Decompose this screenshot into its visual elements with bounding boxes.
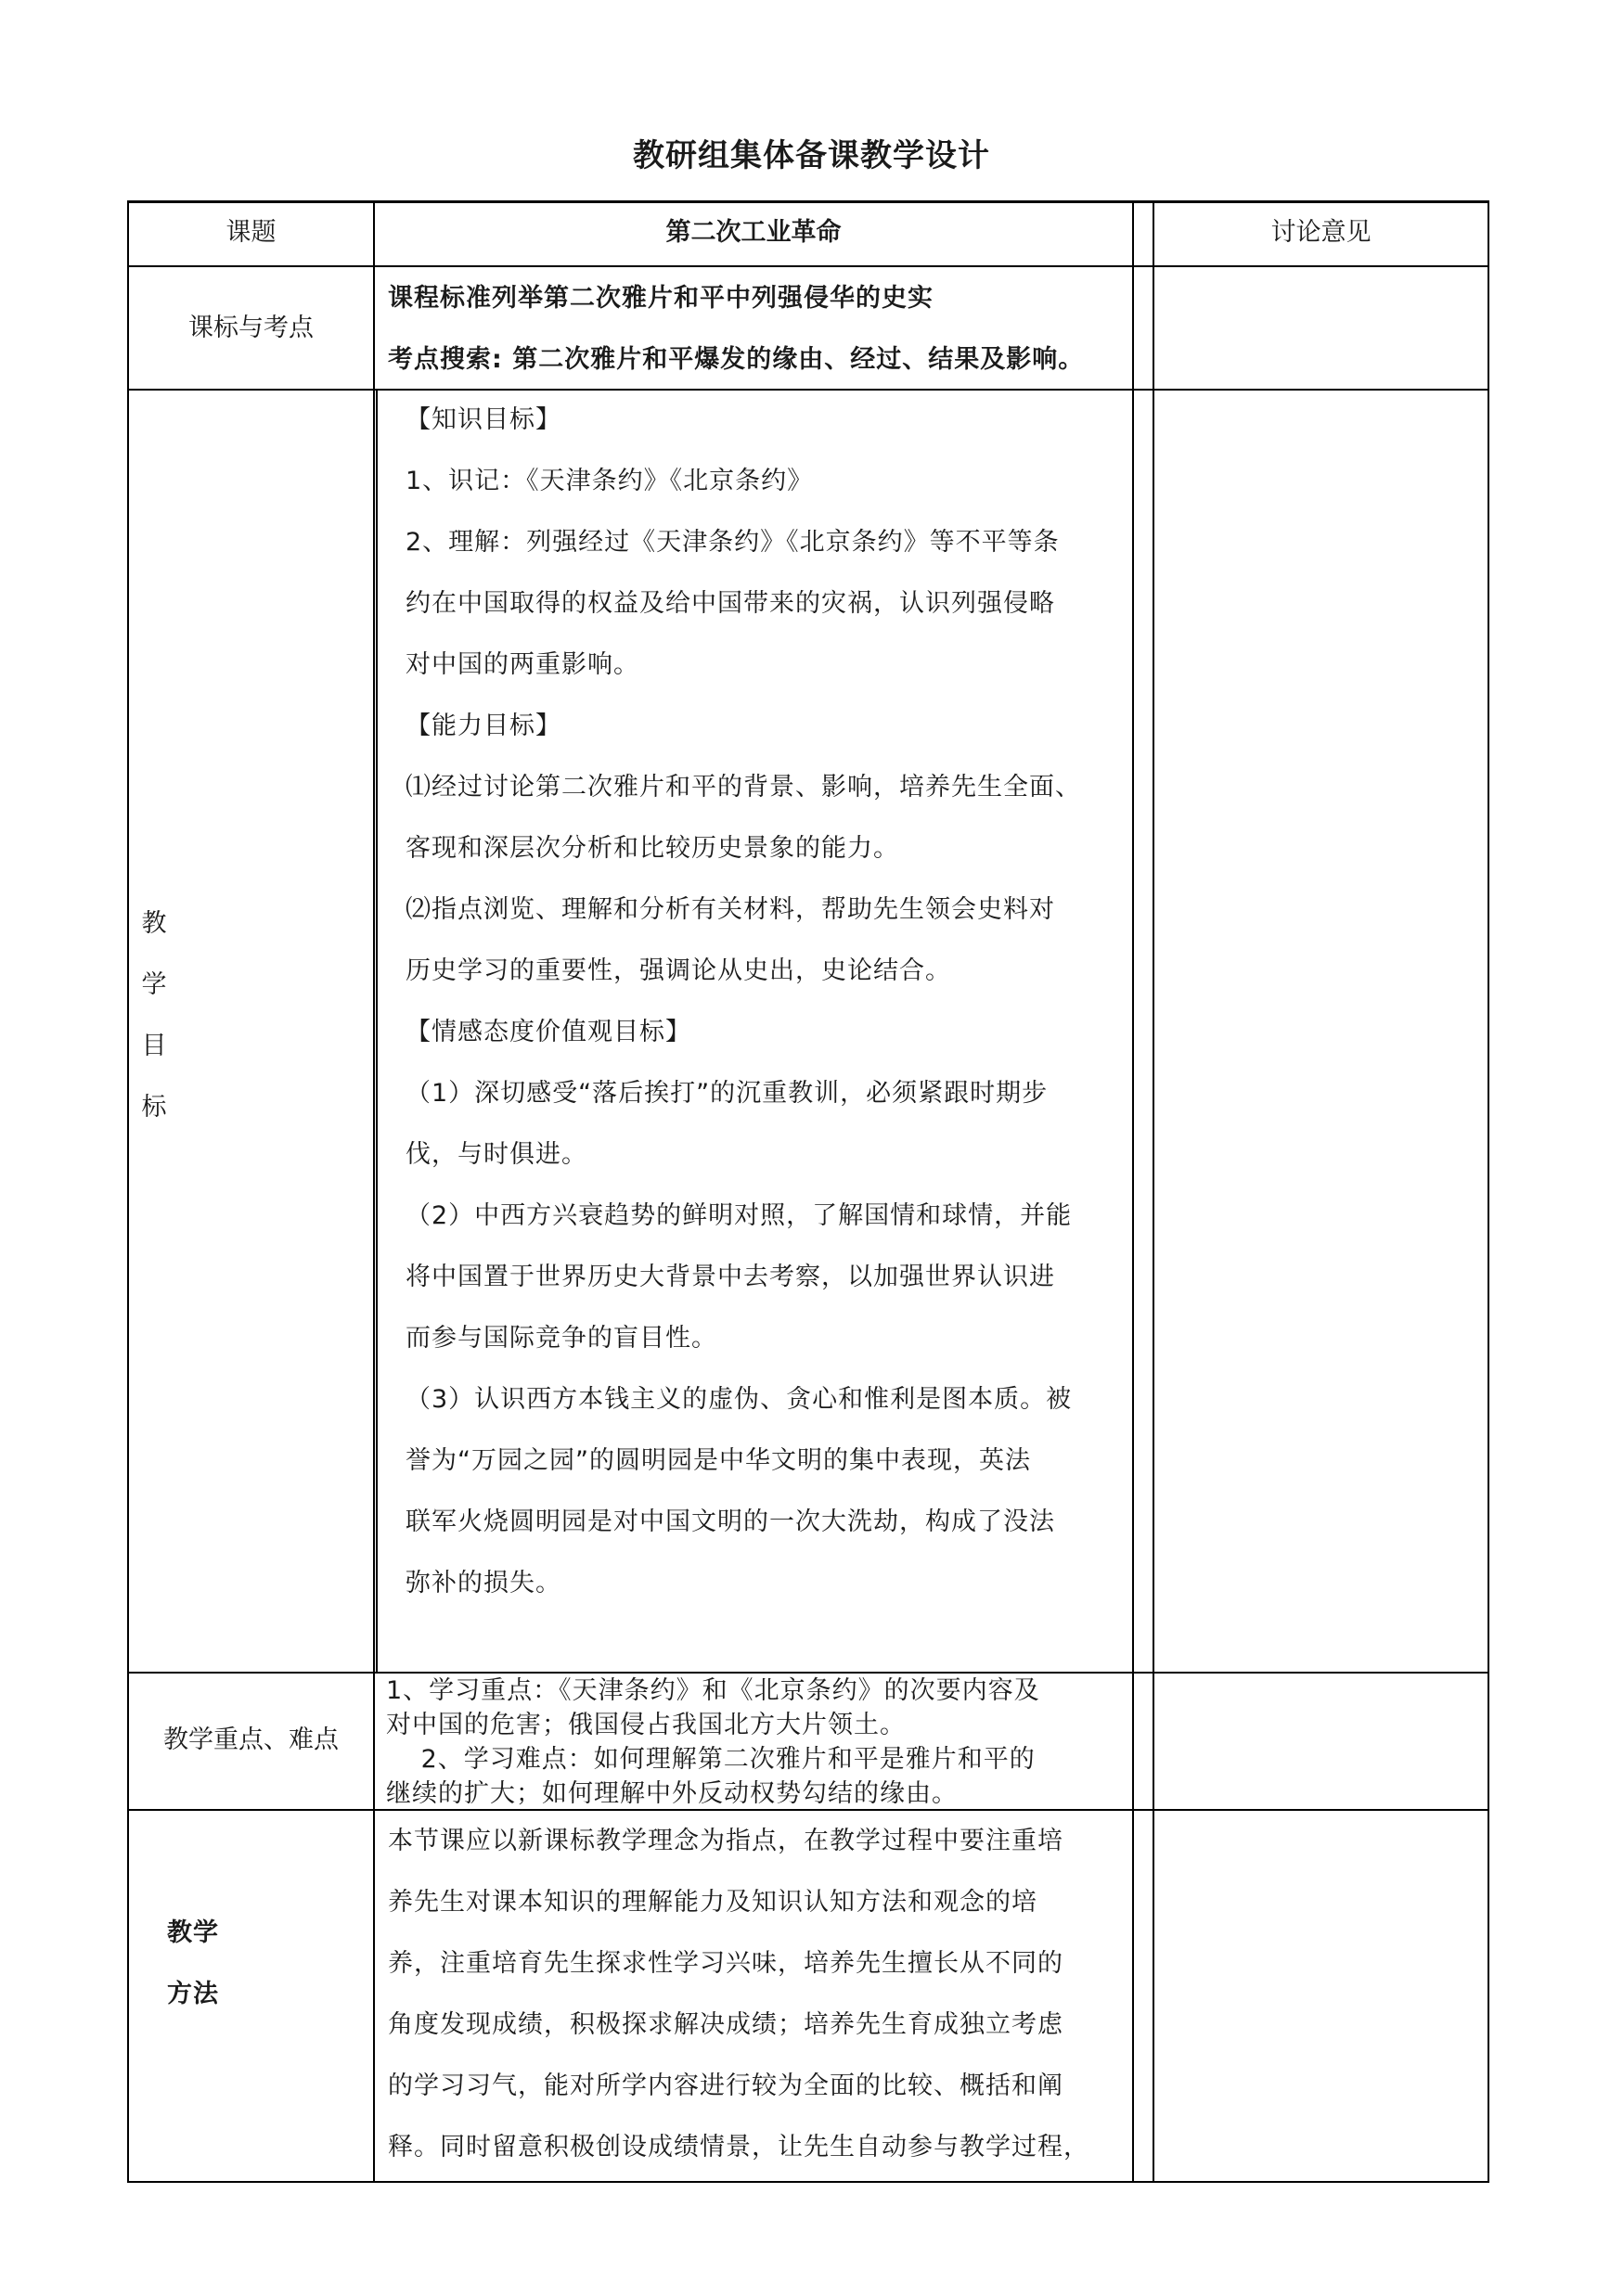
label-char: 学 bbox=[141, 970, 167, 999]
label-line: 方法 bbox=[167, 1980, 219, 2008]
text-line: 课程标准列举第二次雅片和平中列强侵华的史实 bbox=[388, 284, 934, 313]
text-line: 联军火烧圆明园是对中国文明的一次大洗劫，构成了没法 bbox=[406, 1507, 1055, 1536]
text-line: 角度发现成绩，积极探求解决成绩；培养先生育成独立考虑 bbox=[388, 2010, 1063, 2039]
table-border-bottom bbox=[127, 2181, 1489, 2183]
row-divider bbox=[127, 265, 1489, 267]
text-line: 伐，与时俱进。 bbox=[406, 1140, 587, 1169]
text-line: 【能力目标】 bbox=[406, 712, 561, 740]
text-line: 将中国置于世界历史大背景中去考察，以加强世界认识进 bbox=[406, 1263, 1055, 1291]
header-topic-value: 第二次工业革命 bbox=[665, 218, 842, 247]
text-line: 【知识目标】 bbox=[406, 405, 561, 434]
table-border-right bbox=[1488, 200, 1489, 2183]
table-border-left bbox=[127, 200, 129, 2183]
text-line: 养先生对课本知识的理解能力及知识认知方法和观念的培 bbox=[388, 1888, 1037, 1917]
text-line: 继续的扩大；如何理解中外反动权势勾结的缘由。 bbox=[386, 1779, 958, 1808]
goals-row-content bbox=[406, 390, 1129, 1614]
text-line: 1、识记：《天津条约》《北京条约》 bbox=[406, 467, 814, 495]
text-line: 2、学习难点：如何理解第二次雅片和平是雅片和平的 bbox=[386, 1745, 1036, 1774]
text-line: 对中国的危害；俄国侵占我国北方大片领土。 bbox=[386, 1711, 906, 1739]
label-char: 目 bbox=[141, 1032, 167, 1060]
label-char: 标 bbox=[141, 1093, 167, 1122]
keypoints-row-label: 教学重点、难点 bbox=[163, 1725, 339, 1754]
text-line: ⑴经过讨论第二次雅片和平的背景、影响，培养先生全面、 bbox=[406, 773, 1081, 802]
keypoints-row-content bbox=[386, 1674, 1130, 1811]
column-divider bbox=[1153, 200, 1154, 2183]
column-left-thick-edge bbox=[376, 389, 378, 1672]
text-line: 而参与国际竞争的盲目性。 bbox=[406, 1324, 717, 1353]
text-line: 养，注重培育先生探求性学习兴味，培养先生擅长从不同的 bbox=[388, 1949, 1063, 1978]
label-line: 教学 bbox=[167, 1918, 219, 1947]
method-row-content bbox=[388, 1811, 1130, 2178]
text-line: 【情感态度价值观目标】 bbox=[406, 1018, 691, 1046]
text-line: 历史学习的重要性，强调论从史出，史论结合。 bbox=[406, 956, 951, 985]
column-divider bbox=[1132, 200, 1134, 2183]
text-line: 约在中国取得的权益及给中国带来的灾祸，认识列强侵略 bbox=[406, 589, 1055, 618]
text-line: 誉为“万园之园”的圆明园是中华文明的集中表现，英法 bbox=[406, 1446, 1031, 1475]
text-line: 本节课应以新课标教学理念为指点，在教学过程中要注重培 bbox=[388, 1827, 1063, 1855]
standard-row-label: 课标与考点 bbox=[188, 314, 314, 342]
label-char: 教 bbox=[141, 909, 167, 938]
text-line: 对中国的两重影响。 bbox=[406, 650, 639, 679]
text-line: （2）中西方兴衰趋势的鲜明对照，了解国情和球情，并能 bbox=[406, 1201, 1073, 1230]
header-discussion-label: 讨论意见 bbox=[1270, 218, 1372, 247]
text-line: ⑵指点浏览、理解和分析有关材料，帮助先生领会史料对 bbox=[406, 895, 1055, 924]
goals-row-label bbox=[135, 893, 173, 1138]
standard-row-content bbox=[388, 268, 1130, 391]
text-line: （1）深切感受“落后挨打”的沉重教训，必须紧跟时期步 bbox=[406, 1079, 1049, 1108]
text-line: 的学习习气，能对所学内容进行较为全面的比较、概括和阐 bbox=[388, 2072, 1063, 2100]
header-topic-label: 课题 bbox=[225, 218, 277, 247]
document-title: 教研组集体备课教学设计 bbox=[633, 137, 990, 174]
text-line: 1、学习重点：《天津条约》和《北京条约》的次要内容及 bbox=[386, 1676, 1040, 1705]
text-line: 2、理解：列强经过《天津条约》《北京条约》等不平等条 bbox=[406, 528, 1060, 557]
text-line: （3）认识西方本钱主义的虚伪、贪心和惟利是图本质。被 bbox=[406, 1385, 1073, 1414]
column-divider bbox=[373, 200, 375, 2183]
method-row-label bbox=[167, 1903, 306, 2025]
text-line: 考点搜索: 第二次雅片和平爆发的缘由、经过、结果及影响。 bbox=[388, 345, 1085, 374]
text-line: 释。同时留意积极创设成绩情景，让先生自动参与教学过程， bbox=[388, 2133, 1089, 2161]
text-line: 客现和深层次分析和比较历史景象的能力。 bbox=[406, 834, 899, 863]
text-line: 弥补的损失。 bbox=[406, 1569, 561, 1597]
